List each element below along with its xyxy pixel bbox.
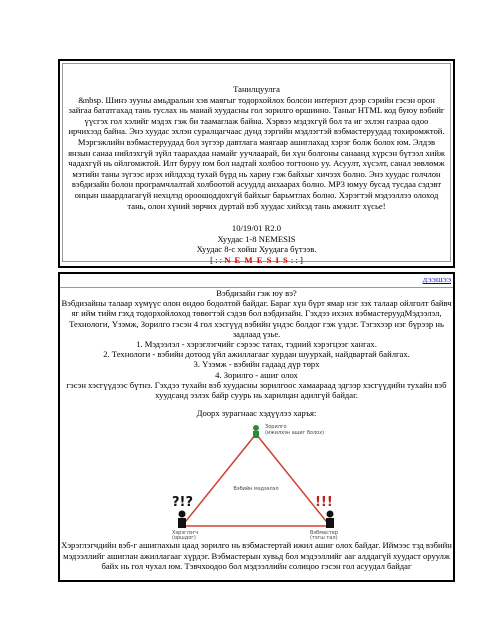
section-intro: Вэбдизайны талаар хүмүүс олон өндөо бодолтой байдаг. Бараг хүн бүрт ямар нэг зэх талаар ойлголт байвч яг ийм тийм гэхд тодорхойлоход төвөгтэй сэдэв бол вэбдизайн. Гэхдээ ихэнх вэбмастеруудМэдээлэл, Технологи, Үзэмж, Зорилго гэсэн 4 гол хэсгүүд вэбийн үндэс болдог гэж үздэг. Тэгэхээр нэг бүрээр нь задлаад үзье. xyxy=(61,298,452,339)
triangle-shape xyxy=(182,434,330,526)
intro-panel-inner xyxy=(62,63,451,265)
goal-label-line2: (ижилхэн ашиг болох) xyxy=(265,430,325,437)
nemesis-bracket-right: : : ] xyxy=(288,254,303,265)
svg-text:?!?: ?!? xyxy=(172,495,194,511)
list-item-3: 3. Үзэмж - вэбийн гадаад дүр төрх xyxy=(193,359,320,370)
webmaster-label: Вэбмастер xyxy=(310,530,339,537)
goal-label xyxy=(265,424,324,436)
version-date: 10/19/01 R2.0 xyxy=(231,223,282,234)
webdesign-section xyxy=(60,288,453,571)
webdesign-panel xyxy=(58,272,455,582)
intro-paragraph: &nbsp. Шинэ зууны амьдралын хэв маягыг тодорхойлох болсон интернэт дээр сэрийн гэсэн орон зайгаа бататгахад тань туслах нь манай хуудасны гол зорилго өршинно. Таныг HTML код буюу вэбийг үүсгэх гол хэлийг мэдэх гэж би таамаглаж байна. Хэрвээ мэдэхгүй бол та иг эхлэн газраа одоо ирчихээд байна. Энэ хуудас эхлэн суралцагчаас дунд зэргийн мэдлэгтэй вэбмастеруудад тохиромжтой. Мэргэжлийн вэбмастеруудад бол зүгээр давтлага маягаар ашиглахад хэрэг болж болох юм. Элдэв янзын санаа нийлэхгүй зүйл таарахдаа намайг уучлаарай, би хүн болгоны санаанд хүрсэн бүтээл хийж чадахгүй нь ойлгомжтой. Илт буруу юм бол надтай холбоо тогтооно уу. Асуулт, хүсэлт, санал зөвлөмж мэтийн таны зүгээс ирэх ийлдхэд тухай бүрд нь хариу гэж байхыг хичээх болно. Энэ хуудас голчлон вэбдизайн болон програмчлалтай холбоотой асуудлд анхаарах болно. MP3 юмуу бусад тусдаа сэдэвт онцын шаардлагагүй нехцлэд ороошоддохгүй байхыг барьмтлах болно. Хэрэгтэй мэдээллээ олоход тань, олон хүний зөрчих дуртай вэб хуудас хийхэд тань амжилт хүсье! xyxy=(68,94,445,211)
nemesis-logo-text: N E M E S I S xyxy=(224,254,289,265)
back-to-top-link[interactable]: ДЭЭШЭЭ xyxy=(422,277,451,284)
panel-header-row xyxy=(60,274,453,288)
greeting-heading: Танилцуулга xyxy=(233,84,280,94)
triangle-diagram xyxy=(60,422,453,540)
user-icon xyxy=(172,495,193,528)
edge-label: Вэбийн мэдээлэл xyxy=(233,486,279,493)
user-label-2: (оршдог) xyxy=(172,535,196,541)
svg-text:!!!: !!! xyxy=(315,495,333,511)
signature-line-1: Хуудас 1-8 NEMESIS xyxy=(217,233,296,244)
goal-person-icon xyxy=(253,425,259,438)
closing-paragraph: Хэрэглэгчдийн вэб-г ашиглахын цаад зорилго нь вэбмастертай ижил ашиг олох байдаг. Иймээс тэд вэбийн мэдээллийг ашиглан ажиллагааг хүрдэг. Вэбмастерын хувьд бол мэдээллийг ааг алддагүй хуудаст оруулж байх нь гол чухал юм. Тэвчхоодоо бол мэдээллийн солицоо гэсэн гол асуудал байдаг xyxy=(61,540,452,571)
list-item-1: 1. Мэдээлэл - хэрэглэгчийг сэрээс татах, тэдний хэрэгцээг хангах. xyxy=(136,339,377,350)
list-item-2: 2. Технологи - вэбийн дотоод үйл ажиллагааг хурдан шуурхай, найдвартай байлгах. xyxy=(103,349,410,360)
intro-panel xyxy=(58,59,455,268)
user-label: Хэрэглэгч xyxy=(172,530,199,537)
diagram-caption: Доорх зурагнаас хэдүүлээ харъя: xyxy=(196,408,317,419)
nemesis-signature xyxy=(67,255,446,266)
list-item-4-title: 4. Зорилго - ашиг олох xyxy=(215,369,298,380)
signature-line-2: Хуудас 8-с хойш Хуудага бүтээв. xyxy=(196,244,317,255)
goal-label-line1: Зорилго xyxy=(265,424,287,431)
nemesis-bracket-left: [ : : xyxy=(210,254,225,265)
webmaster-label-2: (тэгш тал) xyxy=(310,535,338,541)
list-item-4-body: гэсэн хэсгүүдээс бүтнэ. Гэхдээ тухайн вэб хуудасны зорилгоос хамаараад эдгээр хэсгүүдийн тухайн вэб хуудсанд эзлэх байр суурь нь харилцан адилгүй байдаг. xyxy=(66,379,447,401)
triangle-diagram-svg xyxy=(60,422,453,540)
section-question: Вэбдизайн гэж юу вэ? xyxy=(216,288,297,298)
